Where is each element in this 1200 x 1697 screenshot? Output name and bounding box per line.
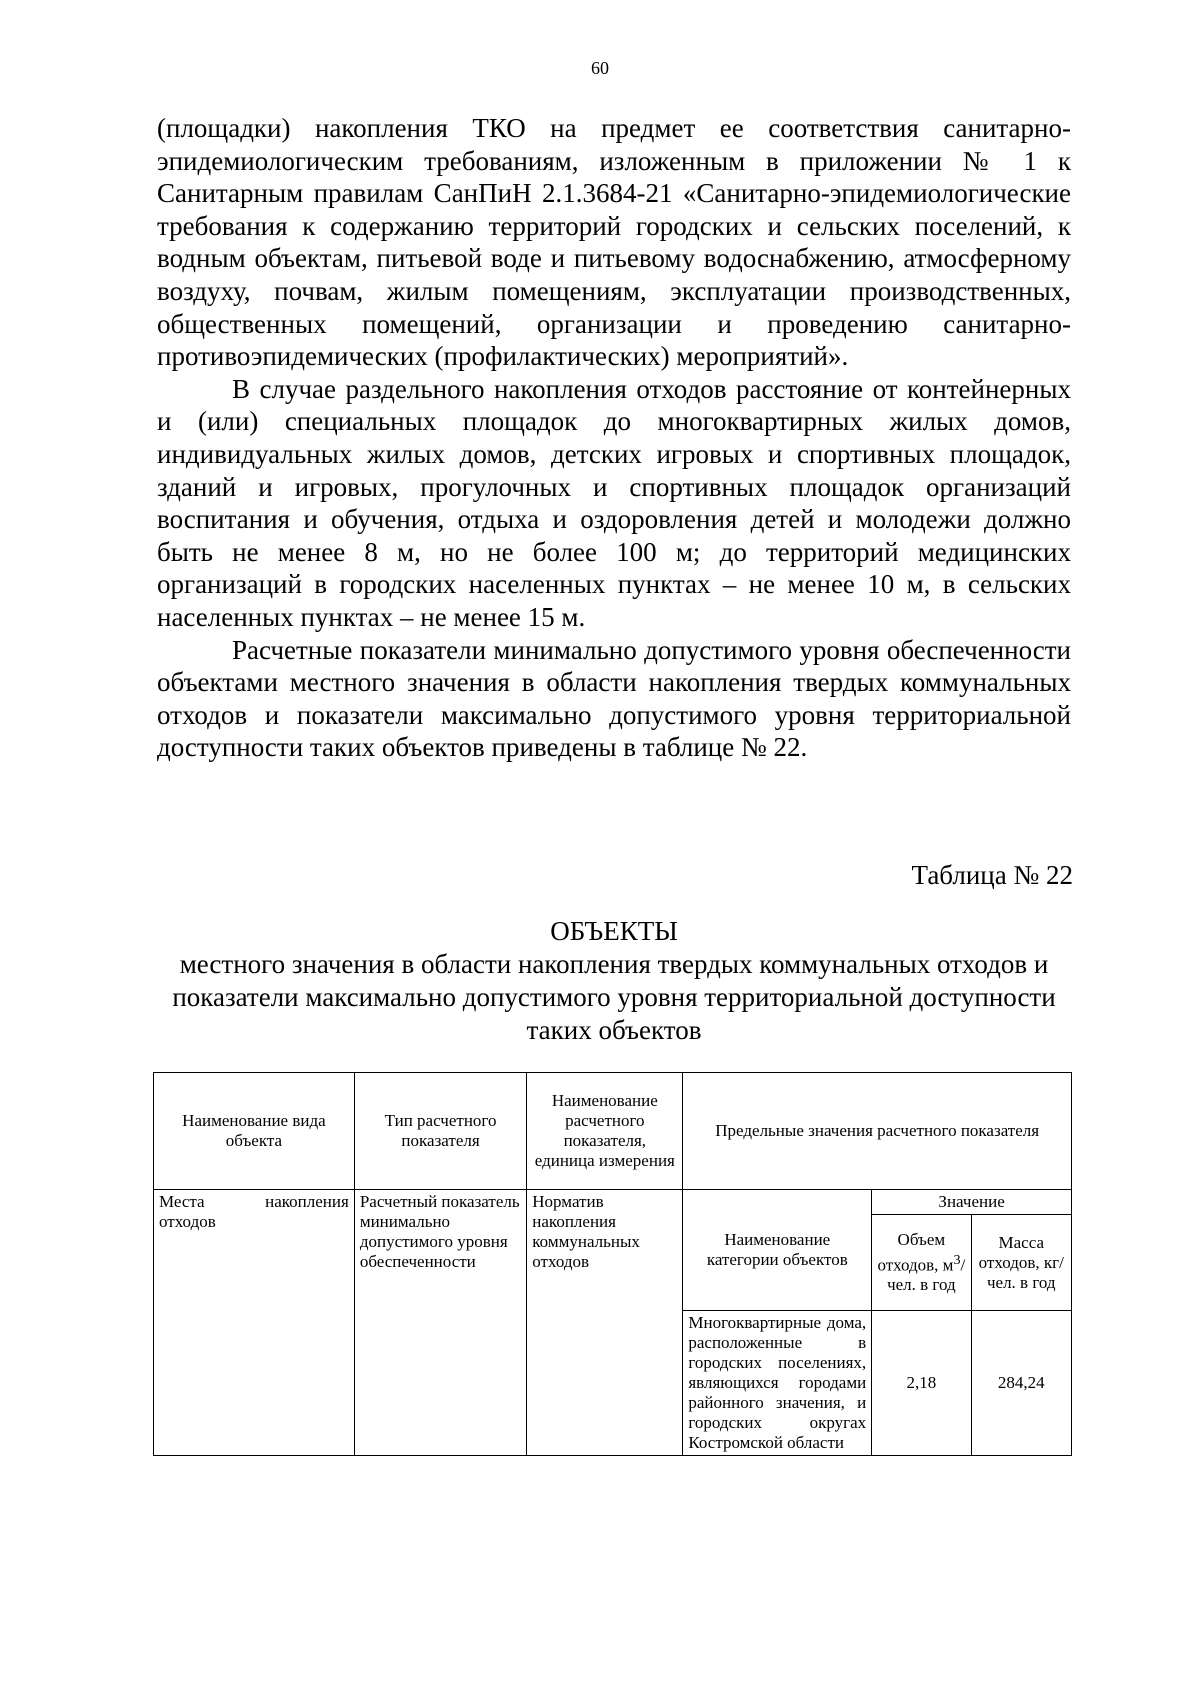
subheader-category-name: Наименование категории объектов xyxy=(683,1190,872,1311)
cell-category: Многоквартирные дома, расположенные в городских поселениях, являющихся городами районного значения, и городских округах Костромской области xyxy=(683,1311,872,1456)
body-text xyxy=(157,112,1071,764)
volume-label-superscript: 3 xyxy=(953,1251,961,1268)
subheader-volume xyxy=(872,1215,971,1311)
table-caption xyxy=(157,915,1071,1047)
header-indicator-type: Тип расчетного показателя xyxy=(354,1073,526,1190)
volume-label-suffix: /чел. в год xyxy=(887,1255,966,1295)
caption-subtitle: местного значения в области накопления твердых коммунальных отходов и показатели максимально допустимого уровня территориальной доступности таких объектов xyxy=(172,949,1056,1045)
header-indicator-name: Наименование расчетного показателя, единица измерения xyxy=(527,1073,683,1190)
header-limit-values: Предельные значения расчетного показателя xyxy=(683,1073,1072,1190)
table-label: Таблица № 22 xyxy=(911,860,1073,890)
cell-volume: 2,18 xyxy=(872,1311,971,1456)
subheader-value: Значение xyxy=(872,1190,1072,1215)
cell-indicator-name: Норматив накопления коммунальных отходов xyxy=(527,1190,683,1456)
objects-table xyxy=(153,1072,1072,1456)
cell-indicator-type: Расчетный показатель минимально допустимого уровня обеспеченности xyxy=(354,1190,526,1456)
header-object-type: Наименование вида объекта xyxy=(154,1073,355,1190)
cell-object-type: Места накопления отходов xyxy=(154,1190,355,1456)
volume-label-prefix: Объем отходов, м xyxy=(877,1229,954,1275)
caption-title: ОБЪЕКТЫ xyxy=(550,916,678,946)
page-number: 60 xyxy=(591,58,609,78)
paragraph-3: Расчетные показатели минимально допустимого уровня обеспеченности объектами местного значения в области накопления твердых коммунальных отходов и показатели максимально допустимого уровня территориальной доступности таких объектов приведены в таблице № 22. xyxy=(157,634,1071,763)
cell-mass: 284,24 xyxy=(971,1311,1071,1456)
paragraph-1: (площадки) накопления ТКО на предмет ее соответствия санитарно-эпидемиологическим требованиям, изложенным в приложении № 1 к Санитарным правилам СанПиН 2.1.3684-21 «Санитарно-эпидемиологические требования к содержанию территорий городских и сельских поселений, к водным объектам, питьевой воде и питьевому водоснабжению, атмосферному воздуху, почвам, жилым помещениям, эксплуатации производственных, общественных помещений, организации и проведению санитарно- противоэпидемических (профилактических) мероприятий». xyxy=(157,113,1071,372)
subheader-mass: Масса отходов, кг/чел. в год xyxy=(971,1215,1071,1311)
paragraph-2: В случае раздельного накопления отходов расстояние от контейнерных и (или) специальных площадок до многоквартирных жилых домов, индивидуальных жилых домов, детских игровых и спортивных площадок, зданий и игровых, прогулочных и спортивных площадок организаций воспитания и обучения, отдыха и оздоровления детей и молодежи должно быть не менее 8 м, но не более 100 м; до территорий медицинских организаций в городских населенных пунктах – не менее 10 м, в сельских населенных пунктах – не менее 15 м. xyxy=(157,373,1071,632)
